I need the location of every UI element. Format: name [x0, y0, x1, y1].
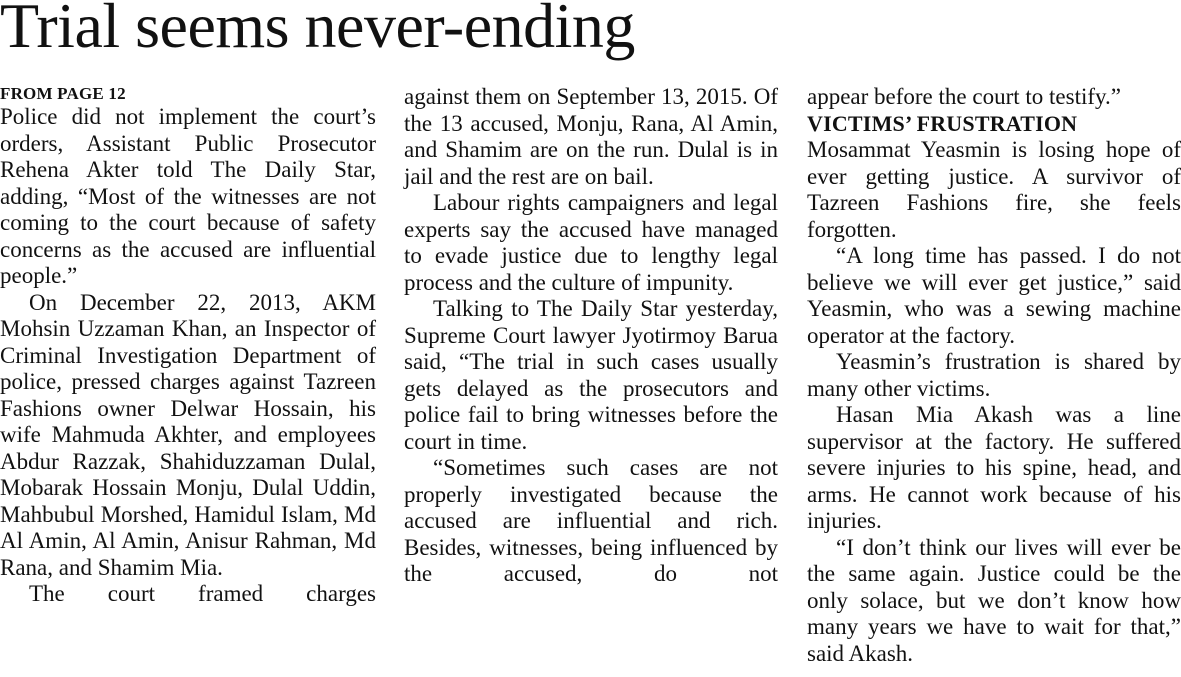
article-paragraph: against them on September 13, 2015. Of the 13 accused, Monju, Rana, Al Amin, and Shamim are on the run. Dulal is in jail and the rest are on bail. [404, 84, 778, 189]
article-paragraph: “Sometimes such cases are not properly investigated because the accused are influential and rich. Besides, witnesses, being influenced by the accused, do not [404, 455, 778, 586]
article-column-3 [807, 84, 1181, 667]
article-paragraph: Labour rights campaigners and legal experts say the accused have managed to evade justice due to lengthy legal process and the culture of impunity. [404, 190, 778, 295]
article-paragraph: “I don’t think our lives will ever be the same again. Justice could be the only solace, but we don’t know how many years we have to wait for that,” said Akash. [807, 534, 1181, 666]
article-paragraph: appear before the court to testify.” [807, 84, 1121, 109]
article-paragraph: Hasan Mia Akash was a line supervisor at the factory. He suffered severe injuries to his spine, head, and arms. He cannot work because of his injuries. [807, 402, 1181, 533]
article-paragraph: Yeasmin’s frustration is shared by many other victims. [807, 349, 1181, 401]
article-paragraph: Mosammat Yeasmin is losing hope of ever getting justice. A survivor of Tazreen Fashions fire, she feels forgotten. [807, 137, 1181, 242]
article-paragraph: Police did not implement the court’s orders, Assistant Public Prosecutor Rehena Akter told The Daily Star, adding, “Most of the witnesses are not coming to the court because of safety concerns as the accused are influential people.” [0, 104, 376, 288]
article-column-2 [404, 84, 778, 588]
article-column-1 [0, 84, 376, 608]
article-paragraph: The court framed charges [29, 581, 376, 606]
section-subhead: VICTIMS’ FRUSTRATION [807, 110, 1078, 136]
article-paragraph: On December 22, 2013, AKM Mohsin Uzzaman Khan, an Inspector of Criminal Investigation Department of police, pressed charges against Tazreen Fashions owner Delwar Hossain, his wife Mahmuda Akhter, and employees Abdur Razzak, Shahiduzzaman Dulal, Mobarak Hossain Monju, Dulal Uddin, Mahbubul Morshed, Hamidul Islam, Md Al Amin, Al Amin, Anisur Rahman, Md Rana, and Shamim Mia. [0, 289, 376, 580]
jump-line: FROM PAGE 12 [0, 84, 126, 103]
article-paragraph: Talking to The Daily Star yesterday, Supreme Court lawyer Jyotirmoy Barua said, “The trial in such cases usually gets delayed as the prosecutors and police fail to bring witnesses before the court in time. [404, 296, 778, 454]
article-paragraph: “A long time has passed. I do not believe we will ever get justice,” said Yeasmin, who was a sewing machine operator at the factory. [807, 243, 1181, 348]
article-headline: Trial seems never-ending [0, 0, 635, 61]
